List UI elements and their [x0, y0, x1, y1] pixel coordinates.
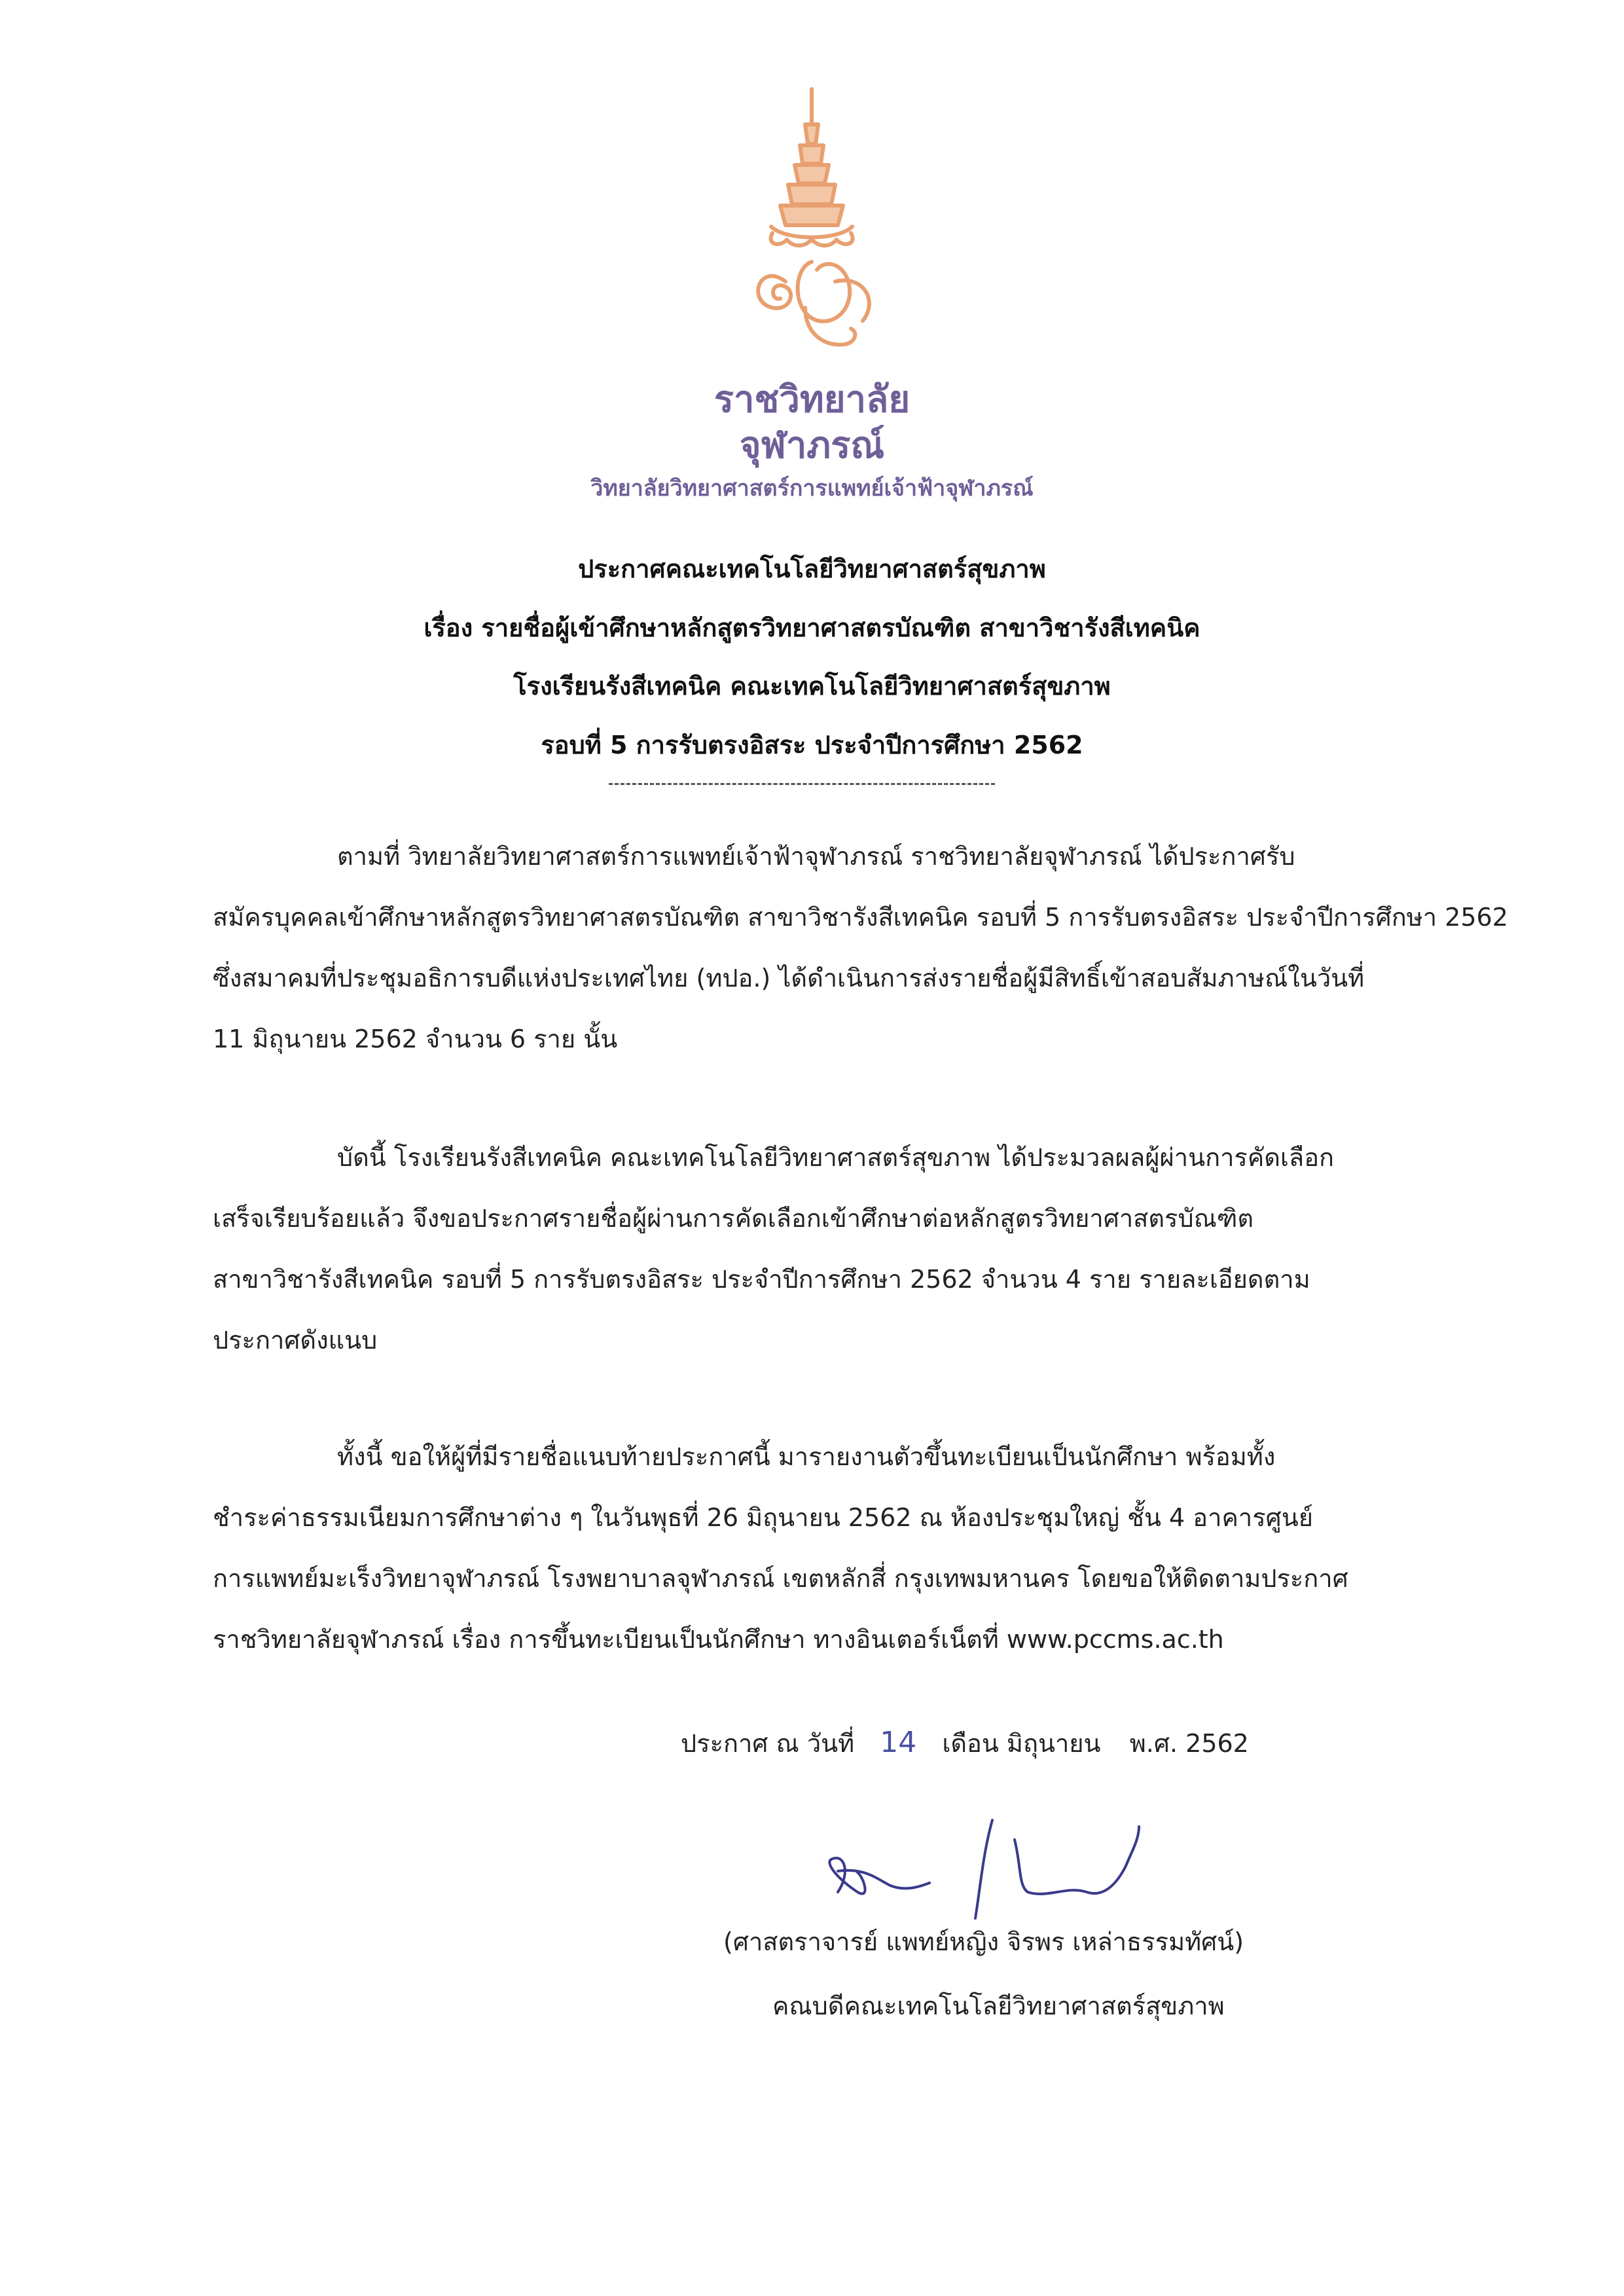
- paragraph-line: เสร็จเรียบร้อยแล้ว จึงขอประกาศรายชื่อผู้ผ่านการคัดเลือกเข้าศึกษาต่อหลักสูตรวิทยาศาสตรบัณฑิต: [213, 1204, 1254, 1233]
- paragraph-line: ราชวิทยาลัยจุฬาภรณ์ เรื่อง การขึ้นทะเบียนเป็นนักศึกษา ทางอินเตอร์เน็ตที่ www.pccms.ac.th: [213, 1625, 1224, 1654]
- announcement-title-line4: รอบที่ 5 การรับตรงอิสระ ประจำปีการศึกษา 2562: [541, 731, 1083, 759]
- title-divider: [609, 783, 995, 785]
- paragraph-line: ประกาศดังแนบ: [213, 1326, 378, 1355]
- paragraph-2: [213, 1127, 1420, 1371]
- signer-name: (ศาสตราจารย์ แพทย์หญิง จิรพร เหล่าธรรมทัศน์): [723, 1927, 1244, 1956]
- announcement-title-line3: โรงเรียนรังสีเทคนิค คณะเทคโนโลยีวิทยาศาสตร์สุขภาพ: [513, 672, 1111, 701]
- institution-name-line2: จุฬาภรณ์: [739, 424, 885, 467]
- announcement-title-line1: ประกาศคณะเทคโนโลยีวิทยาศาสตร์สุขภาพ: [578, 555, 1046, 583]
- date-year: พ.ศ. 2562: [1129, 1729, 1249, 1758]
- date-month: เดือน มิถุนายน: [942, 1729, 1101, 1758]
- announcement-date: [681, 1723, 1249, 1763]
- paragraph-line: 11 มิถุนายน 2562 จำนวน 6 ราย นั้น: [213, 1025, 618, 1053]
- institution-name-line1: ราชวิทยาลัย: [713, 378, 911, 421]
- institution-subtitle: วิทยาลัยวิทยาศาสตร์การแพทย์เจ้าฟ้าจุฬาภรณ์: [590, 475, 1034, 501]
- paragraph-line: สาขาวิชารังสีเทคนิค รอบที่ 5 การรับตรงอิสระ ประจำปีการศึกษา 2562 จำนวน 4 ราย รายละเอียดตาม: [213, 1265, 1310, 1294]
- royal-crest-icon: [707, 85, 916, 360]
- paragraph-line: ชำระค่าธรรมเนียมการศึกษาต่าง ๆ ในวันพุธที่ 26 มิถุนายน 2562 ณ ห้องประชุมใหญ่ ชั้น 4 อาคารศูนย์: [213, 1503, 1313, 1532]
- paragraph-line: สมัครบุคคลเข้าศึกษาหลักสูตรวิทยาศาสตรบัณฑิต สาขาวิชารังสีเทคนิค รอบที่ 5 การรับตรงอิสระ ประจำปีการศึกษา 2562: [213, 903, 1508, 932]
- date-prefix: ประกาศ ณ วันที่: [681, 1729, 855, 1758]
- paragraph-line: การแพทย์มะเร็งวิทยาจุฬาภรณ์ โรงพยาบาลจุฬาภรณ์ เขตหลักสี่ กรุงเทพมหานคร โดยขอให้ติดตามประกาศ: [213, 1564, 1348, 1593]
- paragraph-3: [213, 1427, 1420, 1670]
- signer-title: คณบดีคณะเทคโนโลยีวิทยาศาสตร์สุขภาพ: [772, 1992, 1225, 2020]
- paragraph-line: ซึ่งสมาคมที่ประชุมอธิการบดีแห่งประเทศไทย (ทปอ.) ได้ดำเนินการส่งรายชื่อผู้มีสิทธิ์เข้าสอบสัมภาษณ์ในวันที่: [213, 964, 1365, 993]
- paragraph-line: ตามที่ วิทยาลัยวิทยาศาสตร์การแพทย์เจ้าฟ้าจุฬาภรณ์ ราชวิทยาลัยจุฬาภรณ์ ได้ประกาศรับ: [337, 842, 1295, 871]
- announcement-title-line2: เรื่อง รายชื่อผู้เข้าศึกษาหลักสูตรวิทยาศาสตรบัณฑิต สาขาวิชารังสีเทคนิค: [424, 613, 1200, 642]
- paragraph-1: [213, 826, 1508, 1070]
- date-day: 14: [880, 1726, 917, 1759]
- paragraph-line: บัดนี้ โรงเรียนรังสีเทคนิค คณะเทคโนโลยีวิทยาศาสตร์สุขภาพ ได้ประมวลผลผู้ผ่านการคัดเลือก: [337, 1143, 1335, 1172]
- handwritten-signature-icon: [812, 1794, 1178, 1925]
- paragraph-line: ทั้งนี้ ขอให้ผู้ที่มีรายชื่อแนบท้ายประกาศนี้ มารายงานตัวขึ้นทะเบียนเป็นนักศึกษา พร้อมทั้ง: [337, 1442, 1276, 1471]
